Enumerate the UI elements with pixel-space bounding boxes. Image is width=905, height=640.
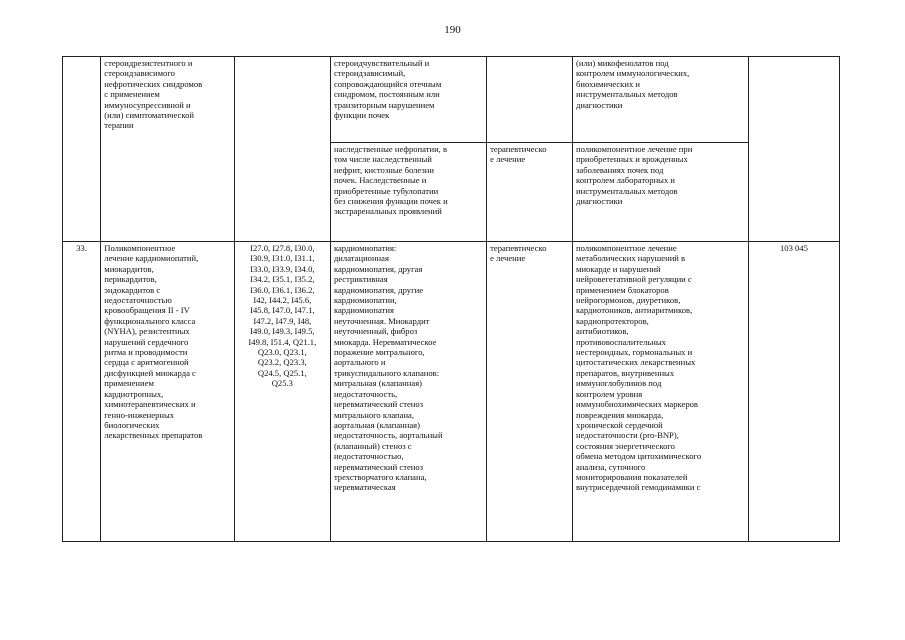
text-line: почек. Наследственные и xyxy=(333,175,427,186)
cell-treatment-type xyxy=(487,242,573,542)
text-line: том числе наследственный xyxy=(333,154,432,165)
text-line: терапии xyxy=(104,120,134,131)
text-line: хронической сердечной xyxy=(576,419,663,430)
text-line: неуточненный, фиброз xyxy=(333,326,418,337)
text-line: дилатационная xyxy=(333,253,389,264)
text-line: I49.0, I49.3, I49.5, xyxy=(250,326,315,337)
text-line: синдромом, постоянным или xyxy=(333,89,440,100)
text-line: диагностики xyxy=(576,99,623,110)
text-line: перикардитов, xyxy=(104,274,157,285)
text-line: цитостатических лекарственных xyxy=(576,357,696,368)
cell-cost xyxy=(748,57,839,242)
text-line: противовоспалительных xyxy=(576,336,666,347)
cell-treatment-method xyxy=(573,57,749,143)
text-line: недостаточностью, xyxy=(333,451,404,462)
text-line: аортальная (клапанная) xyxy=(333,419,420,430)
text-line: недостаточность, xyxy=(333,388,398,399)
text-line: неуточненная. Миокардит xyxy=(333,315,430,326)
cell-number xyxy=(63,57,101,242)
text-line: нефрит, кистозные болезни xyxy=(333,164,434,175)
text-line: стероидзависимый, xyxy=(333,68,406,79)
text-line: нейровегетативной регуляции с xyxy=(576,274,692,285)
text-line: терапевтическо xyxy=(490,144,547,154)
text-line: кровообращения II - IV xyxy=(104,305,190,316)
text-line: мониторирования показателей xyxy=(576,471,688,482)
cell-treatment-method xyxy=(573,143,749,242)
text-line: недостаточность, аортальный xyxy=(333,430,443,441)
text-line: кардиотоников, антиаритмиков, xyxy=(576,305,693,316)
cell-treatment-type xyxy=(487,143,573,242)
text-line: без снижения функции почек и xyxy=(333,196,448,207)
text-line: метаболических нарушений в xyxy=(576,253,686,264)
text-line: эндокардитов с xyxy=(104,284,161,295)
cell-patient-model xyxy=(330,242,486,542)
text-line: сопровождающийся отечным xyxy=(333,78,442,89)
text-line: рестриктивная xyxy=(333,274,388,285)
text-line: химиотерапевтических и xyxy=(104,399,196,410)
cell-group-name xyxy=(101,57,234,242)
cell-group-name xyxy=(101,242,234,542)
row-number: 33. xyxy=(76,243,87,253)
text-line: стероидчувствительный и xyxy=(333,58,430,68)
text-line: стероидрезистентного и xyxy=(104,58,193,68)
text-line: диагностики xyxy=(576,196,623,207)
text-line: терапевтическо xyxy=(490,243,547,253)
table-row xyxy=(63,57,840,143)
text-line: неревматический стеноз xyxy=(333,399,424,410)
text-line: I42, I44.2, I45.6, xyxy=(253,295,312,306)
text-line: поликомпонентное лечение при xyxy=(576,144,693,154)
text-line: состояния энергетического xyxy=(576,440,675,451)
cell-number xyxy=(63,242,101,542)
text-line: неревматическая xyxy=(333,482,396,493)
text-line: приобретенных и врожденных xyxy=(576,154,688,165)
text-line: стероидзависимого xyxy=(104,68,175,79)
text-line: I47.2, I47.9, I48, xyxy=(253,315,312,326)
text-line: I49.8, I51.4, Q21.1, xyxy=(248,336,317,347)
text-line: иммуноглобулинов под xyxy=(576,378,662,389)
text-line: кардиомиопатии, xyxy=(333,295,397,306)
text-line: недостаточности (pro-BNP), xyxy=(576,430,679,441)
text-line: функции почек xyxy=(333,110,390,121)
text-line: аортального и xyxy=(333,357,386,368)
text-line: инструментальных методов xyxy=(576,89,678,100)
text-line: применением xyxy=(104,378,154,389)
text-line: I36.0, I36.1, I36.2, xyxy=(250,284,315,295)
text-line: кардиомиопатия xyxy=(333,305,394,316)
text-line: иммуносупрессивной и xyxy=(104,99,191,110)
cell-treatment-method xyxy=(573,242,749,542)
text-line: (или) симптоматической xyxy=(104,110,194,121)
text-line: лекарственных препаратов xyxy=(104,430,203,441)
text-line: лечение кардиомиопатий, xyxy=(104,253,199,264)
text-line: сердца с аритмогенной xyxy=(104,357,189,368)
cell-codes xyxy=(234,242,330,542)
cell-codes xyxy=(234,57,330,242)
text-line: с применением xyxy=(104,89,160,100)
text-line: нарушений сердечного xyxy=(104,336,189,347)
text-line: внутрисердечной гемодинамики с xyxy=(576,482,701,493)
text-line: заболеваниях почек под xyxy=(576,164,664,175)
text-line: биологических xyxy=(104,419,160,430)
cell-treatment-type xyxy=(487,57,573,143)
text-line: митральная (клапанная) xyxy=(333,378,423,389)
text-line: иммунобиохимических маркеров xyxy=(576,399,698,410)
text-line: е лечение xyxy=(490,253,526,264)
text-line: приобретенные тубулопатии xyxy=(333,185,439,196)
text-line: I30.9, I31.0, I31.1, xyxy=(250,253,315,264)
text-line: наследственные нефропатии, в xyxy=(333,144,448,154)
text-line: поликомпонентное лечение xyxy=(576,243,677,253)
text-line: (NYHA), резистентных xyxy=(104,326,190,337)
text-line: неревматический стеноз xyxy=(333,461,424,472)
text-line: Q23.2, Q23.3, xyxy=(257,357,307,368)
text-line: нейрогормонов, диуретиков, xyxy=(576,295,681,306)
text-line: Q24.5, Q25.1, xyxy=(257,367,307,378)
text-line: применением блокаторов xyxy=(576,284,669,295)
text-line: препаратов, внутривенных xyxy=(576,367,675,378)
text-line: контролем иммунологических, xyxy=(576,68,690,79)
text-line: Q23.0, Q23.1, xyxy=(257,347,307,358)
text-line: дисфункцией миокарда с xyxy=(104,367,196,378)
text-line: Q25.3 xyxy=(271,378,293,389)
text-line: кардиомиопатия, другие xyxy=(333,284,424,295)
text-line: генно-инженерных xyxy=(104,409,175,420)
text-line: недостаточностью xyxy=(104,295,172,306)
text-line: инструментальных методов xyxy=(576,185,678,196)
text-line: миокардитов, xyxy=(104,263,154,274)
text-line: е лечение xyxy=(490,154,526,165)
text-line: I27.0, I27.8, I30.0, xyxy=(250,243,315,253)
cost-value: 103 045 xyxy=(779,243,808,253)
text-line: нестероидных, гормональных и xyxy=(576,347,693,358)
text-line: антибиотиков, xyxy=(576,326,629,337)
text-line: (или) микофенолатов под xyxy=(576,58,669,68)
text-line: поражение митрального, xyxy=(333,347,425,358)
text-line: кардиомиопатия: xyxy=(333,243,397,253)
text-line: трикуспидального клапанов: xyxy=(333,367,440,378)
page-number: 190 xyxy=(444,24,461,36)
text-line: (клапанный) стеноз с xyxy=(333,440,412,451)
text-line: анализа, суточного xyxy=(576,461,646,472)
cell-cost xyxy=(748,242,839,542)
text-line: кардиопротекторов, xyxy=(576,315,649,326)
text-line: митрального клапана, xyxy=(333,409,415,420)
text-line: обмена методом цитохимического xyxy=(576,451,702,462)
text-line: миокарда. Неревматическое xyxy=(333,336,437,347)
text-line: функционального класса xyxy=(104,315,196,326)
cell-patient-model xyxy=(330,57,486,143)
cell-patient-model xyxy=(330,143,486,242)
table-row xyxy=(63,242,840,542)
text-line: I33.0, I33.9, I34.0, xyxy=(250,263,315,274)
text-line: миокарде и нарушений xyxy=(576,263,661,274)
text-line: Поликомпонентное xyxy=(104,243,176,253)
text-line: кардиотропных, xyxy=(104,388,164,399)
text-line: I45.8, I47.0, I47.1, xyxy=(250,305,315,316)
text-line: I34.2, I35.1, I35.2, xyxy=(250,274,315,285)
text-line: кардиомиопатия, другая xyxy=(333,263,423,274)
text-line: контролем уровня xyxy=(576,388,643,399)
text-line: транзиторным нарушением xyxy=(333,99,435,110)
text-line: ритма и проводимости xyxy=(104,347,188,358)
text-line: повреждения миокарда, xyxy=(576,409,664,420)
text-line: контролем лабораторных и xyxy=(576,175,675,186)
text-line: биохимических и xyxy=(576,78,640,89)
procedures-table xyxy=(62,56,840,542)
text-line: нефротических синдромов xyxy=(104,78,203,89)
text-line: экстраренальных проявлений xyxy=(333,206,442,217)
text-line: трехстворчатого клапана, xyxy=(333,471,427,482)
